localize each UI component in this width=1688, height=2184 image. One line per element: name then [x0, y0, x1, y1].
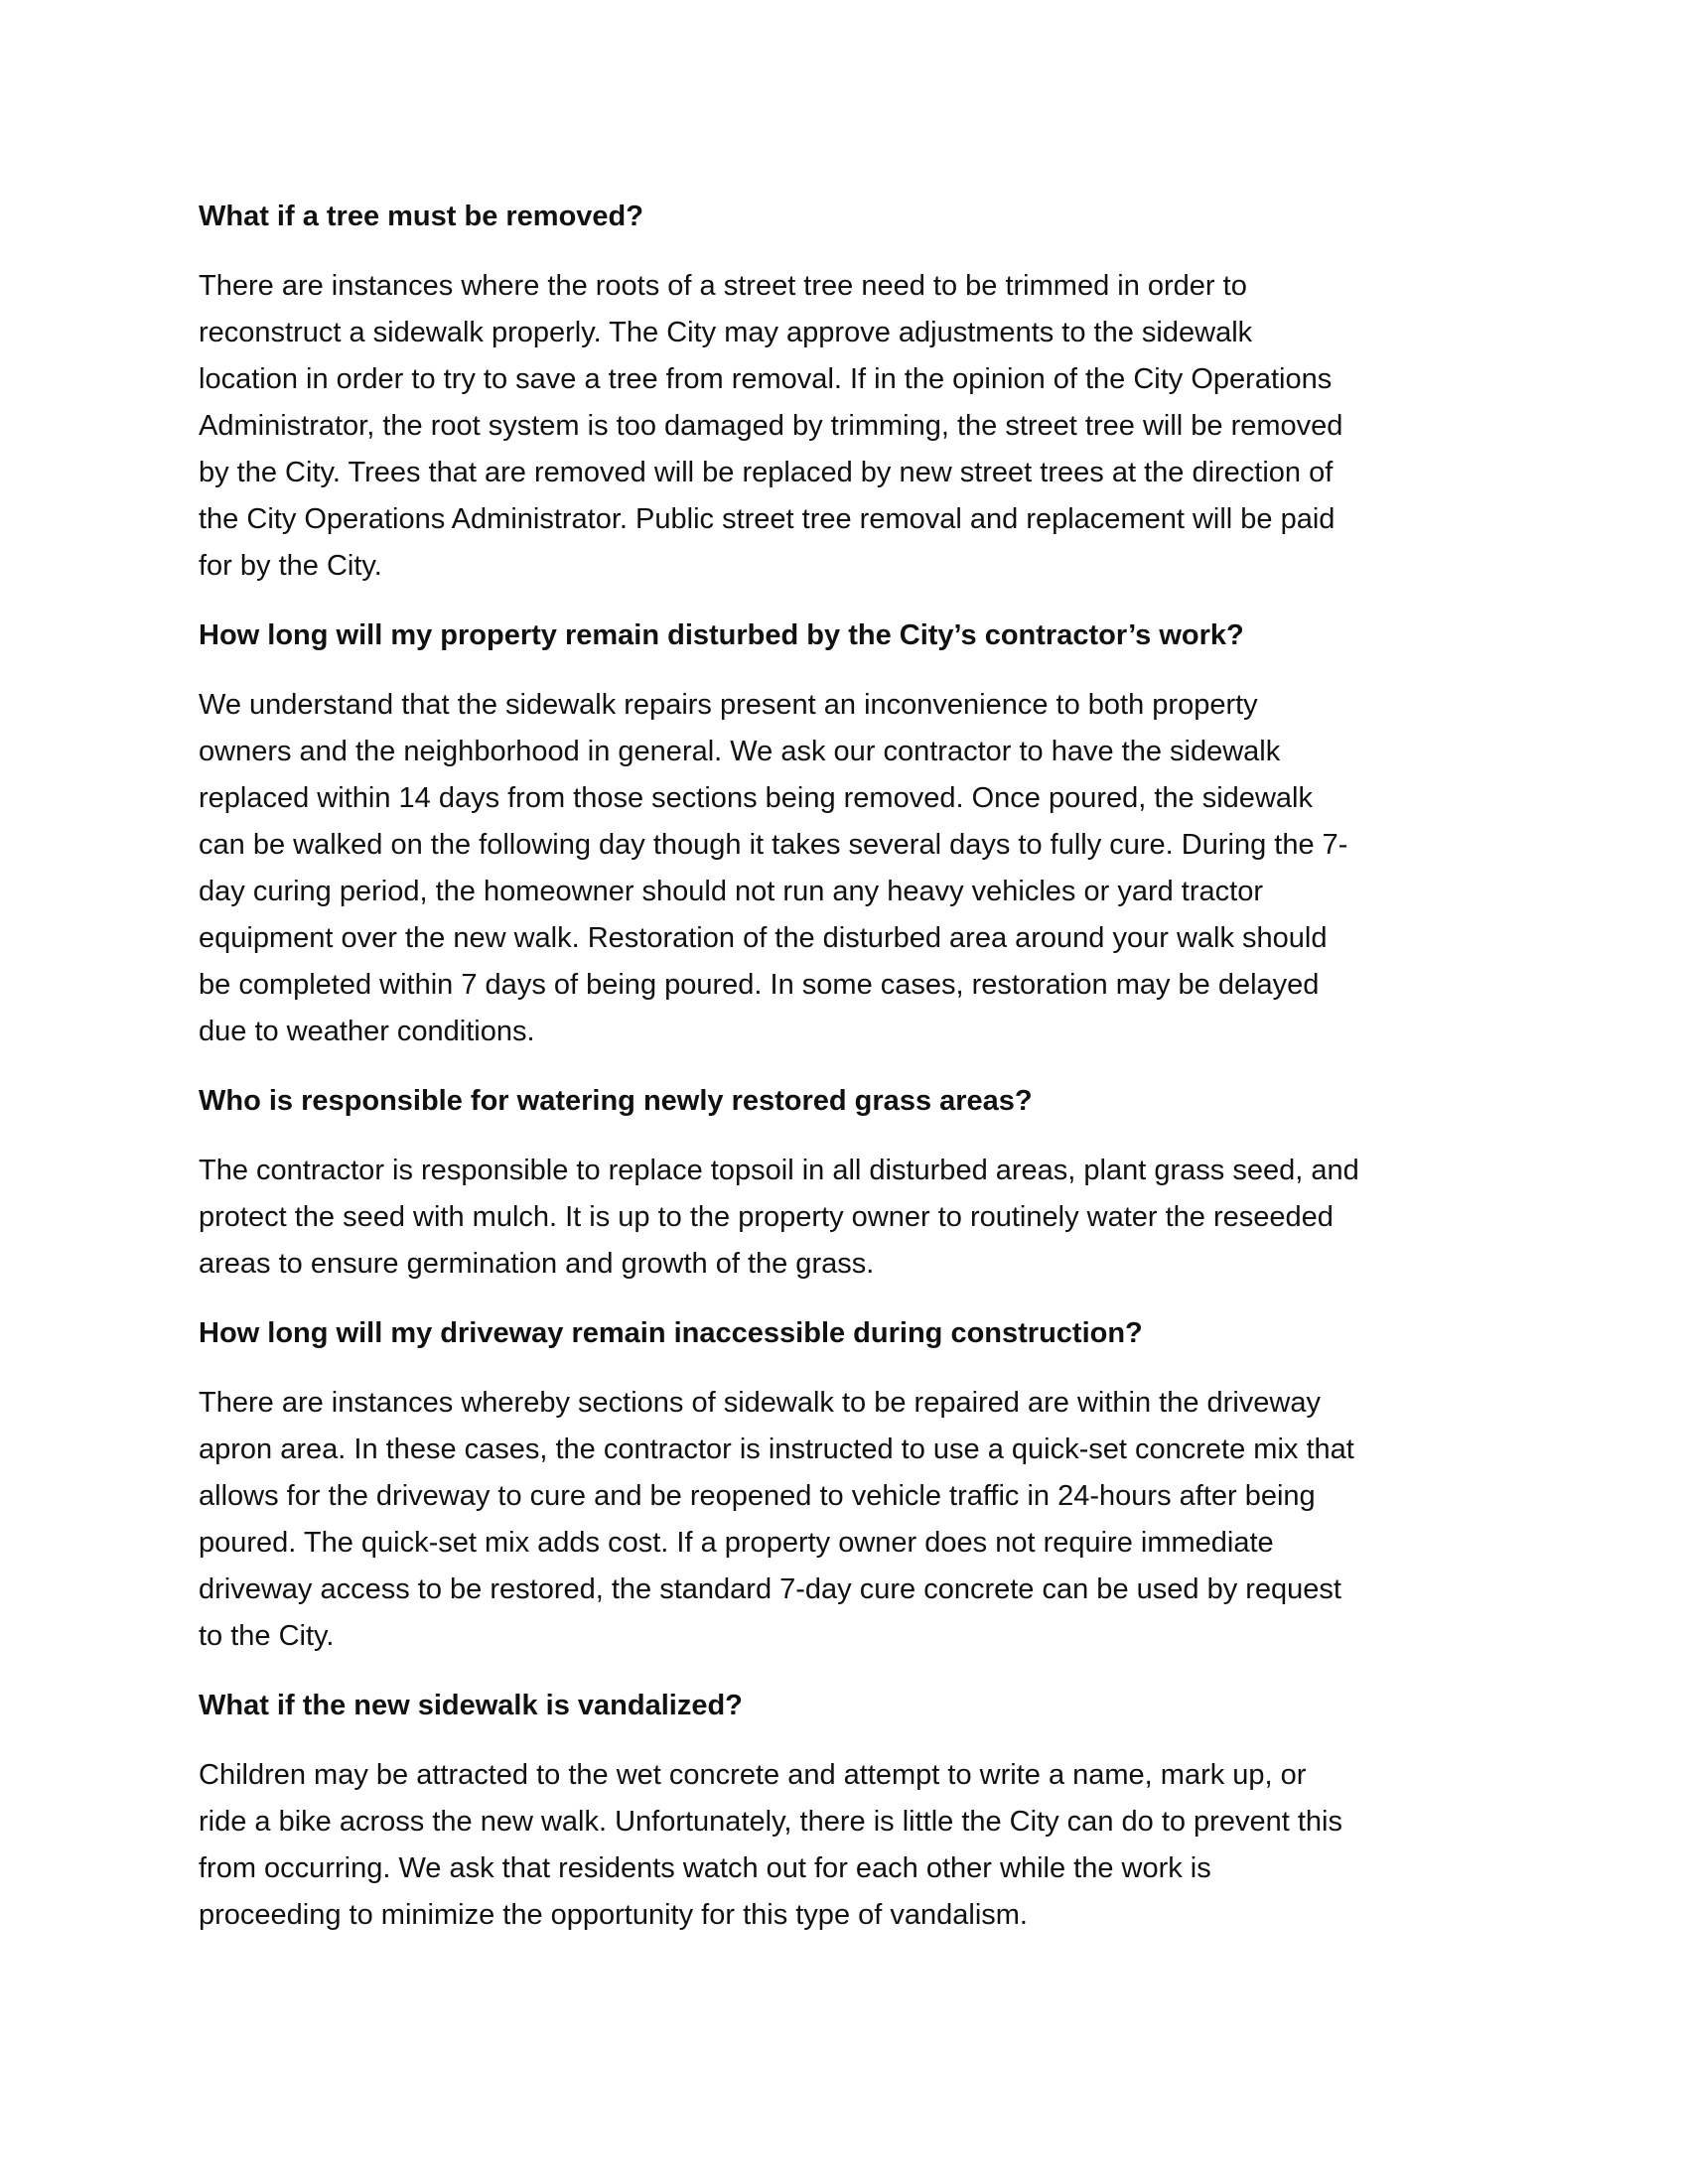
- answer-line: apron area. In these cases, the contractor is instructed to use a quick-set concrete mix that: [199, 1433, 1354, 1465]
- answer-paragraph: [199, 263, 1499, 590]
- answer-line: for by the City.: [199, 550, 382, 582]
- answer-paragraph: [199, 1380, 1499, 1660]
- answer-line: to the City.: [199, 1620, 335, 1652]
- answer-line: from occurring. We ask that residents watch out for each other while the work is: [199, 1852, 1211, 1884]
- answer-line: due to weather conditions.: [199, 1016, 535, 1047]
- faq-section-tree-removal: [199, 194, 1499, 590]
- answer-line: replaced within 14 days from those sections being removed. Once poured, the sidewalk: [199, 782, 1313, 814]
- answer-line: driveway access to be restored, the standard 7-day cure concrete can be used by request: [199, 1573, 1341, 1605]
- answer-line: owners and the neighborhood in general. We ask our contractor to have the sidewalk: [199, 736, 1281, 767]
- question-heading: How long will my driveway remain inaccessible during construction?: [199, 1317, 1143, 1349]
- answer-line: Administrator, the root system is too damaged by trimming, the street tree will be removed: [199, 410, 1343, 442]
- faq-section-vandalism: [199, 1683, 1499, 1939]
- answer-paragraph: [199, 1148, 1499, 1288]
- answer-line: reconstruct a sidewalk properly. The City may approve adjustments to the sidewalk: [199, 317, 1253, 348]
- answer-line: can be walked on the following day though it takes several days to fully cure. During the 7-: [199, 829, 1348, 861]
- answer-line: There are instances whereby sections of sidewalk to be repaired are within the driveway: [199, 1387, 1321, 1419]
- faq-section-driveway: [199, 1310, 1499, 1660]
- answer-line: ride a bike across the new walk. Unfortunately, there is little the City can do to prevent this: [199, 1806, 1342, 1838]
- question-heading: What if a tree must be removed?: [199, 201, 643, 232]
- document-page: [199, 194, 1499, 1962]
- answer-line: the City Operations Administrator. Public street tree removal and replacement will be paid: [199, 503, 1336, 535]
- answer-line: areas to ensure germination and growth of the grass.: [199, 1248, 875, 1280]
- question-heading: How long will my property remain disturbed by the City’s contractor’s work?: [199, 619, 1244, 651]
- answer-line: The contractor is responsible to replace topsoil in all disturbed areas, plant grass seed, and: [199, 1155, 1359, 1186]
- answer-line: proceeding to minimize the opportunity for this type of vandalism.: [199, 1899, 1028, 1931]
- question-heading: Who is responsible for watering newly restored grass areas?: [199, 1085, 1033, 1117]
- faq-section-watering: [199, 1078, 1499, 1288]
- answer-line: allows for the driveway to cure and be reopened to vehicle traffic in 24-hours after being: [199, 1480, 1316, 1512]
- answer-line: poured. The quick-set mix adds cost. If a property owner does not require immediate: [199, 1527, 1274, 1559]
- question-heading: What if the new sidewalk is vandalized?: [199, 1690, 743, 1721]
- answer-line: location in order to try to save a tree from removal. If in the opinion of the City Operations: [199, 363, 1333, 395]
- answer-line: be completed within 7 days of being poured. In some cases, restoration may be delayed: [199, 969, 1320, 1001]
- answer-paragraph: [199, 682, 1499, 1055]
- answer-line: equipment over the new walk. Restoration of the disturbed area around your walk should: [199, 922, 1328, 954]
- answer-line: protect the seed with mulch. It is up to the property owner to routinely water the reseeded: [199, 1201, 1334, 1233]
- faq-section-property-disturbance: [199, 613, 1499, 1055]
- answer-line: There are instances where the roots of a street tree need to be trimmed in order to: [199, 270, 1247, 302]
- answer-line: day curing period, the homeowner should not run any heavy vehicles or yard tractor: [199, 876, 1263, 907]
- answer-line: by the City. Trees that are removed will be replaced by new street trees at the direction of: [199, 457, 1334, 488]
- answer-line: We understand that the sidewalk repairs present an inconvenience to both property: [199, 689, 1258, 721]
- answer-line: Children may be attracted to the wet concrete and attempt to write a name, mark up, or: [199, 1759, 1307, 1791]
- answer-paragraph: [199, 1752, 1499, 1939]
